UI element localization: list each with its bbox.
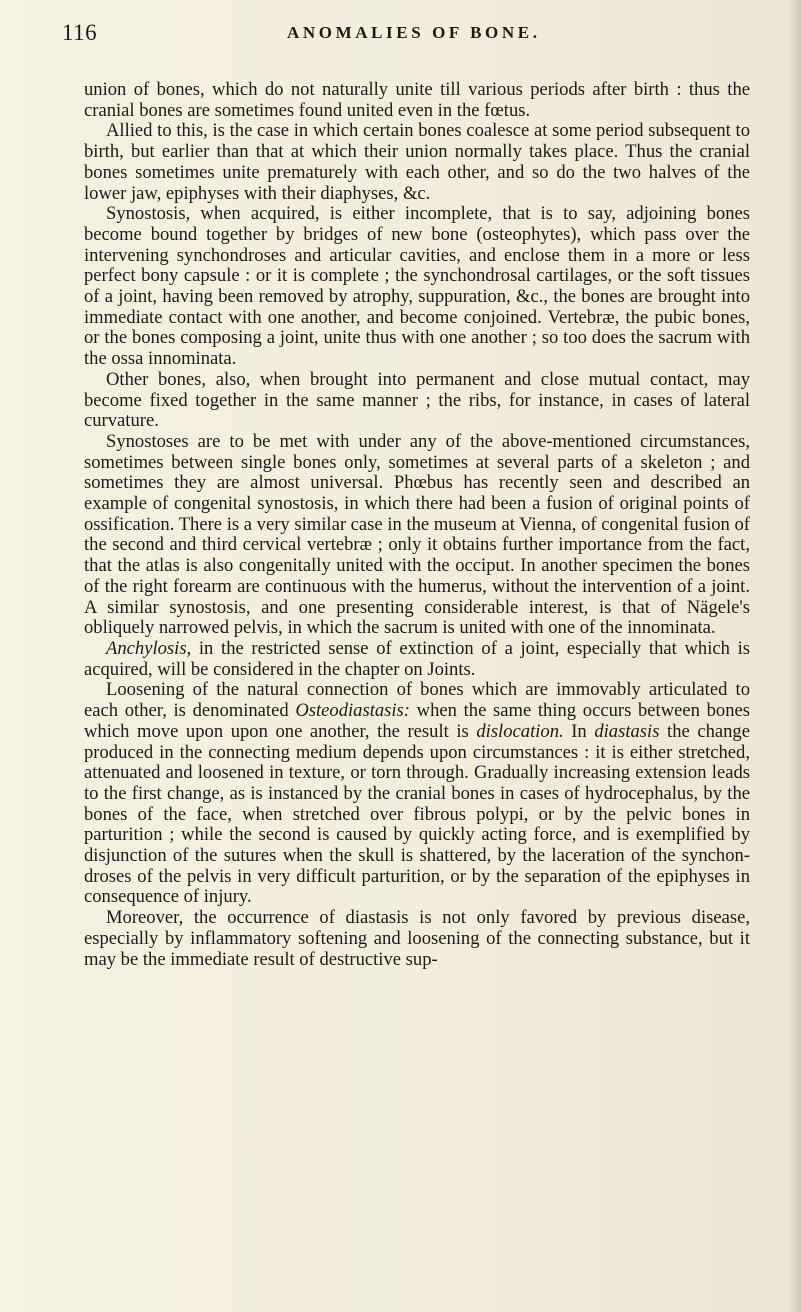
paragraph-anchylosis	[84, 639, 750, 680]
osteodiastasis-text-b: when the same thing occurs between bones which move upon upon one another, the result is	[84, 700, 750, 742]
page-header	[62, 20, 762, 54]
term-dislocation: dislocation.	[476, 720, 564, 742]
osteodiastasis-text-c: In	[563, 720, 595, 742]
osteodiastasis-text-a: Loosening of the natural connection of bones which are immovably articulated to each other, is denominated	[84, 679, 750, 722]
osteodiastasis-text-d: the change produced in the connecting medium depends upon circumstances : it is either stretched, attenuated and loosened in texture, or torn through. Gradually increasing extension leads to the first change, as is instanced by the cranial bones in cases of hydrocephalus, by the bones of the face, when stretched over fibrous polypi, or by the pelvic bones in parturition ; while the second is caused by quickly acting force, and is exemplified by disjunction of the sutures when the skull is shattered, by the laceration of the synchondroses of the pelvis in very difficult parturition, or by the separation of the epiphyses in consequence of injury.	[84, 720, 750, 908]
paragraph-diastasis-disease: Moreover, the occurrence of diastasis is not only favored by previous disease, especially by inflammatory softening and loosening of the connecting substance, but it may be the immediate result of destructive sup-	[84, 907, 750, 970]
term-diastasis: diastasis	[594, 720, 660, 742]
anchylosis-text: in the restricted sense of extinction of a joint, especially that which is acquired, will be considered in the chapter on Joints.	[84, 637, 750, 680]
body-text	[84, 80, 750, 970]
paragraph-other-bones: Other bones, also, when brought into permanent and close mutual contact, may become fixed together in the same manner ; the ribs, for instance, in cases of lateral curvature.	[84, 368, 750, 432]
paragraph-osteodiastasis	[84, 680, 750, 908]
paragraph-premature-union: Allied to this, is the case in which certain bones coalesce at some period subsequent to birth, but earlier than that at which their union normally takes place. Thus the cranial bones sometimes unite prematurely with each other, and so do the two halves of the lower jaw, epiphyses with their diaphyses, &c.	[84, 120, 750, 204]
paragraph-synostoses-cases: Synostoses are to be met with under any of the above-mentioned circumstances, sometimes between single bones only, sometimes at several parts of a skeleton ; and sometimes they are almost universal. Phœbus has recently seen and described an example of congenital synostosis, in which there had been a fusion of original points of ossification. There is a very similar case in the museum at Vienna, of congenital fusion of the second and third cervical vertebræ ; only it obtains further importance from the fact, that the atlas is also congenitally united with the occiput. In another specimen the bones of the right forearm are continuous with the humerus, without the intervention of a joint. A similar synostosis, and one presenting considerable interest, is that of Nägele's obliquely narrowed pelvis, in which the sacrum is united with one of the innominata.	[84, 430, 750, 639]
page-number: 116	[62, 20, 98, 45]
running-title: ANOMALIES OF BONE.	[287, 23, 541, 42]
paragraph-continued: union of bones, which do not naturally unite till various periods after birth : thus the cranial bones are sometimes found united even in the fœtus.	[84, 79, 750, 121]
paragraph-acquired-synostosis: Synostosis, when acquired, is either incomplete, that is to say, adjoining bones become bound together by bridges of new bone (osteophytes), which pass over the intervening synchondroses and articular cavities, and enclose them in a more or less perfect bony capsule : or it is complete ; the synchondrosal cartilages, or the soft tissues of a joint, having been removed by atrophy, suppuration, &c., the bones are brought into immediate contact with one another, and become conjoined. Vertebræ, the pubic bones, or the bones composing a joint, unite thus with one another ; so too does the sacrum with the ossa innominata.	[84, 203, 750, 370]
term-osteodiastasis: Osteodiastasis:	[295, 700, 410, 722]
term-anchylosis: Anchylosis,	[106, 637, 192, 659]
